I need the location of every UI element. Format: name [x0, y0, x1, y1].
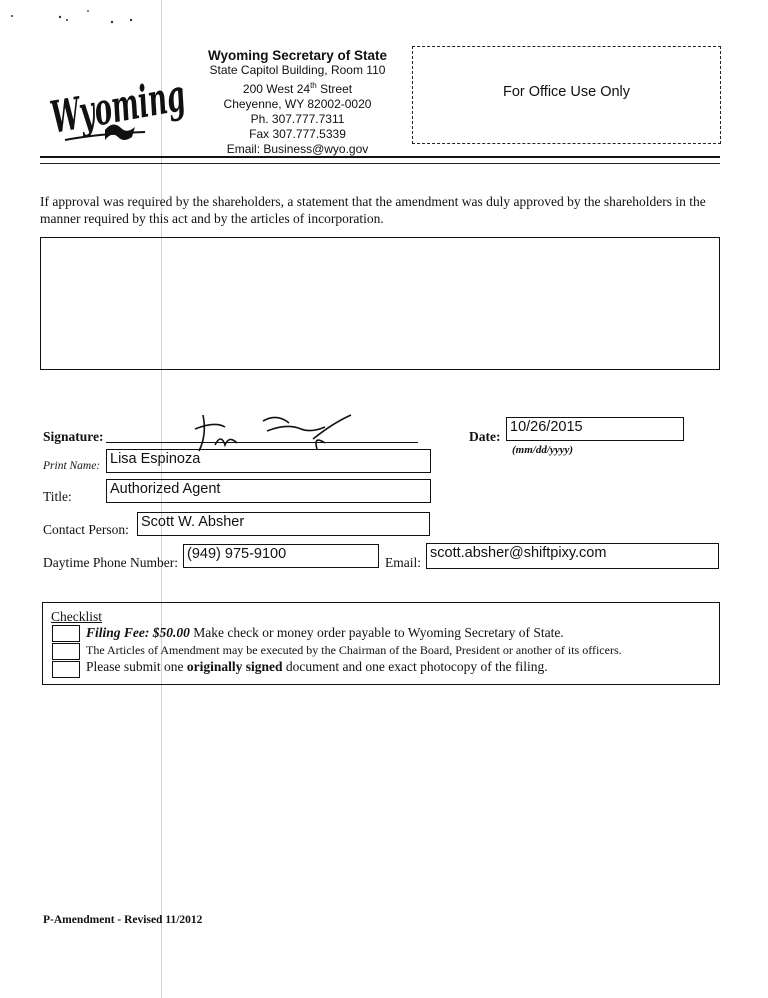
checklist-item-executed: The Articles of Amendment may be executed by the Chairman of the Board, President or another of its officers. — [86, 643, 622, 657]
header-rule-thin — [40, 163, 720, 164]
date-field[interactable]: 10/26/2015 — [506, 417, 684, 441]
contact-person-field[interactable]: Scott W. Absher — [137, 512, 430, 536]
email-field[interactable]: scott.absher@shiftpixy.com — [426, 543, 719, 569]
logo-wordmark: Wyoming — [47, 60, 195, 144]
checkbox-executed-by[interactable] — [52, 643, 80, 660]
agency-name: Wyoming Secretary of State — [207, 48, 388, 63]
date-format-hint: (mm/dd/yyyy) — [512, 444, 574, 456]
checkbox-filing-fee[interactable] — [52, 625, 80, 642]
print-name-label: Print Name: — [43, 460, 101, 472]
address-line-1: State Capitol Building, Room 110 — [209, 63, 386, 77]
email-line: Email: Business@wyo.gov — [226, 142, 369, 156]
office-use-box — [412, 46, 721, 144]
title-label: Title: — [43, 489, 72, 504]
wyoming-logo — [45, 60, 195, 152]
title-field[interactable]: Authorized Agent — [106, 479, 431, 503]
checklist-item-signed: Please submit one originally signed document and one exact photocopy of the filing. — [86, 659, 548, 674]
address-line-2: 200 West 24th Street — [242, 81, 353, 96]
header-rule-thick — [40, 156, 720, 158]
approval-statement: If approval was required by the shareholders, a statement that the amendment was duly approved by the shareholders in the manner required by this act and by the articles of incorporation. — [40, 194, 706, 226]
office-use-label: For Office Use Only — [502, 84, 631, 100]
print-name-field[interactable]: Lisa Espinoza — [106, 449, 431, 473]
form-revision-footer: P-Amendment - Revised 11/2012 — [43, 914, 203, 926]
checklist-title: Checklist — [51, 609, 102, 624]
checkbox-originally-signed[interactable] — [52, 661, 80, 678]
scan-specks — [0, 0, 140, 30]
phone-label: Daytime Phone Number: — [43, 555, 178, 570]
signature-label: Signature: — [43, 429, 104, 444]
email-label: Email: — [385, 555, 421, 570]
agency-address-block — [195, 48, 400, 157]
date-label: Date: — [469, 429, 501, 444]
phone-line: Ph. 307.777.7311 — [250, 112, 345, 126]
checklist-item-fee: Filing Fee: $50.00 Make check or money order payable to Wyoming Secretary of State. — [86, 625, 564, 640]
phone-field[interactable]: (949) 975-9100 — [183, 544, 379, 568]
fax-line: Fax 307.777.5339 — [249, 127, 346, 141]
checklist-box — [42, 602, 720, 685]
approval-statement-field[interactable] — [40, 237, 720, 370]
city-line: Cheyenne, WY 82002-0020 — [223, 97, 372, 111]
contact-person-label: Contact Person: — [43, 522, 129, 537]
